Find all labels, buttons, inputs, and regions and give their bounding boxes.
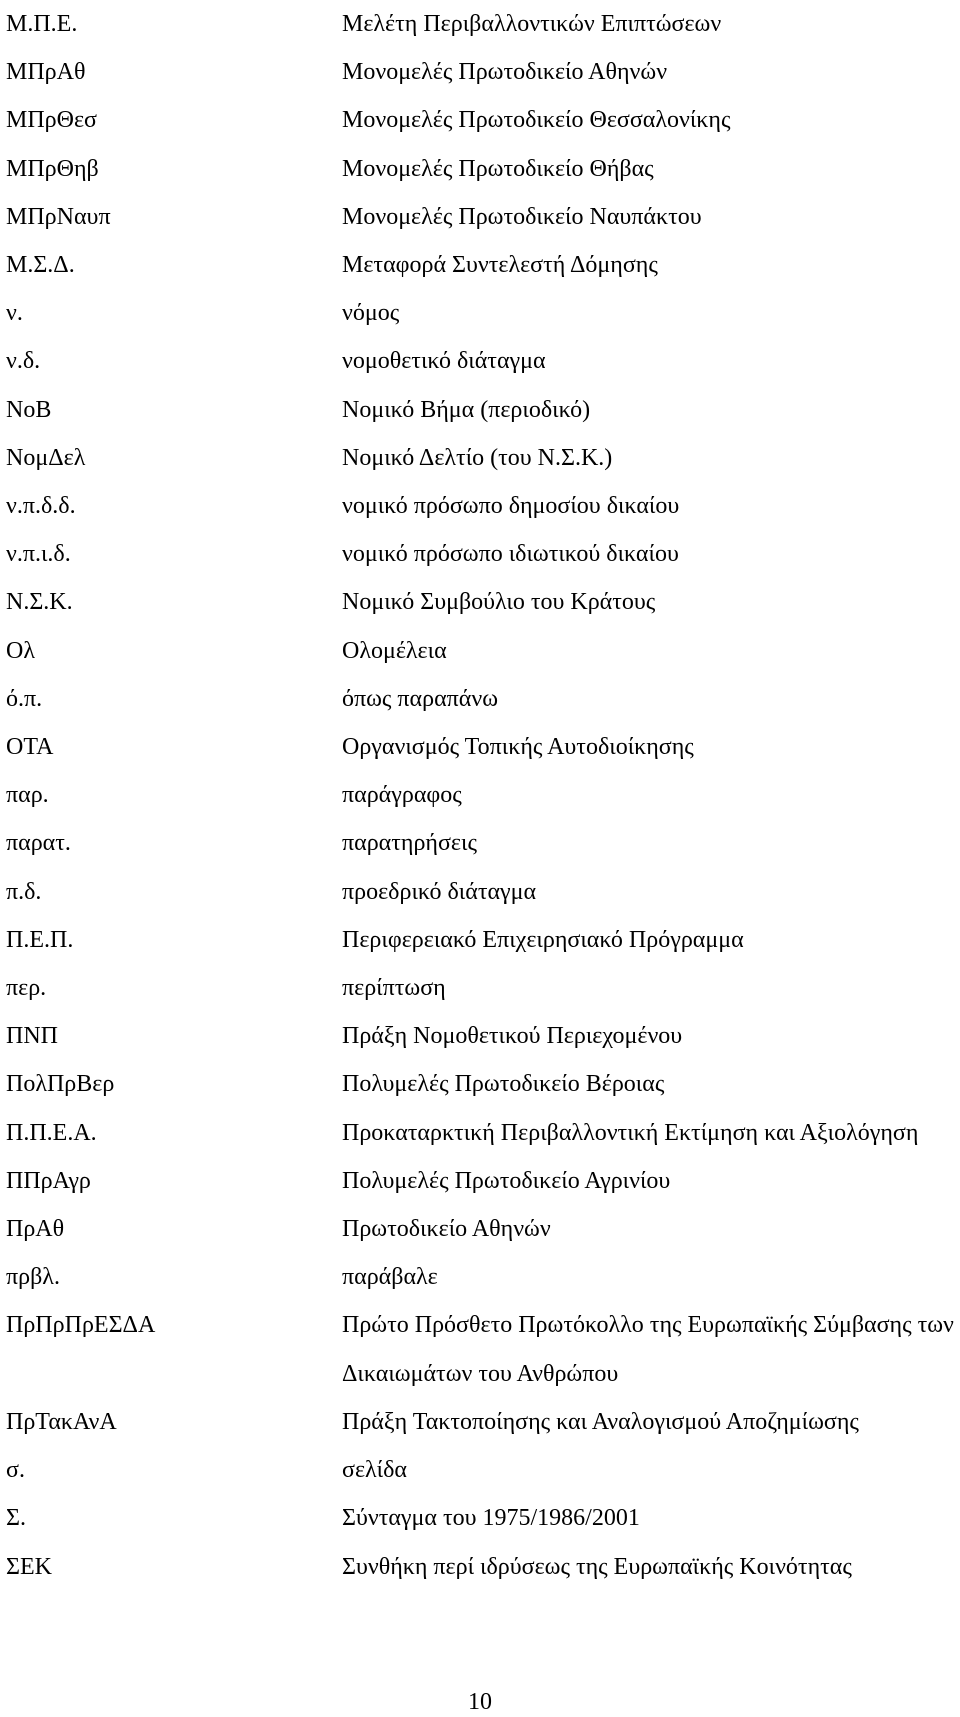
abbreviation-meaning: νομικό πρόσωπο δημοσίου δικαίου (342, 493, 680, 520)
abbreviation-meaning: Πρώτο Πρόσθετο Πρωτόκολλο της Ευρωπαϊκής Σύμβασης των Δικαιωμάτων του Ανθρώπου (342, 1312, 954, 1387)
abbreviation-meaning: προεδρικό διάταγμα (342, 878, 537, 905)
abbreviation-entry (6, 1060, 956, 1108)
abbreviation-entry (6, 1398, 956, 1446)
abbreviation-meaning: Πράξη Νομοθετικού Περιεχομένου (342, 1023, 683, 1050)
abbreviation-term: ΣΕΚ (6, 1553, 52, 1580)
abbreviation-entry (6, 1253, 956, 1301)
abbreviation-term: σ. (6, 1457, 25, 1484)
abbreviation-term: παρατ. (6, 830, 71, 857)
page-number: 10 (468, 1689, 492, 1715)
abbreviation-meaning: Νομικό Δελτίο (του Ν.Σ.Κ.) (342, 444, 613, 471)
abbreviation-term: ν. (6, 300, 23, 327)
abbreviation-meaning: Οργανισμός Τοπικής Αυτοδιοίκησης (342, 734, 694, 761)
abbreviation-entry (6, 819, 956, 867)
abbreviation-term: Π.Ε.Π. (6, 926, 74, 953)
abbreviation-term: Μ.Π.Ε. (6, 11, 78, 37)
abbreviation-meaning: Μονομελές Πρωτοδικείο Ναυπάκτου (342, 203, 702, 230)
abbreviation-term: ΠρΤακΑνΑ (6, 1408, 117, 1435)
abbreviation-term: Σ. (6, 1505, 26, 1532)
abbreviation-meaning: νόμος (342, 300, 400, 327)
abbreviation-meaning: όπως παραπάνω (342, 685, 498, 712)
abbreviation-entry (6, 337, 956, 385)
abbreviation-term: ΜΠρΝαυπ (6, 203, 111, 230)
abbreviation-meaning: Ολομέλεια (342, 637, 447, 664)
abbreviation-entry (6, 1446, 956, 1494)
abbreviation-term: ν.π.δ.δ. (6, 493, 76, 520)
abbreviation-entry (6, 868, 956, 916)
abbreviation-term: παρ. (6, 782, 49, 809)
abbreviation-meaning: Προκαταρκτική Περιβαλλοντική Εκτίμηση και Αξιολόγηση (342, 1119, 919, 1146)
abbreviation-meaning: νομικό πρόσωπο ιδιωτικού δικαίου (342, 541, 679, 568)
abbreviation-entry (6, 96, 956, 144)
abbreviation-meaning: Μονομελές Πρωτοδικείο Θεσσαλονίκης (342, 107, 731, 134)
abbreviation-term: ΝομΔελ (6, 444, 86, 471)
abbreviation-meaning: Μονομελές Πρωτοδικείο Αθηνών (342, 59, 668, 86)
abbreviation-term: Μ.Σ.Δ. (6, 252, 75, 279)
abbreviation-term: Ολ (6, 637, 35, 664)
abbreviation-term: ΝοΒ (6, 396, 52, 423)
abbreviation-entry (6, 434, 956, 482)
abbreviation-meaning: Μεταφορά Συντελεστή Δόμησης (342, 252, 658, 279)
abbreviation-meaning: Πολυμελές Πρωτοδικείο Αγρινίου (342, 1167, 671, 1194)
abbreviation-meaning: Νομικό Βήμα (περιοδικό) (342, 396, 591, 423)
abbreviation-entry (6, 1543, 956, 1591)
abbreviation-term: περ. (6, 975, 47, 1002)
abbreviation-meaning: νομοθετικό διάταγμα (342, 348, 546, 375)
abbreviation-entry (6, 1012, 956, 1060)
abbreviation-term: ΠρΠρΠρΕΣΔΑ (6, 1312, 156, 1339)
abbreviation-entry (6, 771, 956, 819)
abbreviation-entry (6, 530, 956, 578)
abbreviation-term: π.δ. (6, 878, 42, 905)
abbreviation-meaning: περίπτωση (342, 975, 446, 1002)
abbreviation-entry (6, 627, 956, 675)
abbreviation-meaning: Μελέτη Περιβαλλοντικών Επιπτώσεων (342, 11, 722, 37)
abbreviation-entry (6, 1157, 956, 1205)
abbreviation-entry (6, 1109, 956, 1157)
abbreviation-entry (6, 289, 956, 337)
abbreviation-term: ΠρΑθ (6, 1216, 65, 1243)
abbreviation-entry (6, 723, 956, 771)
abbreviation-entry (6, 964, 956, 1012)
abbreviation-term: ΠΠρΑγρ (6, 1167, 91, 1194)
abbreviation-entry (6, 675, 956, 723)
abbreviation-term: ν.π.ι.δ. (6, 541, 71, 568)
abbreviation-meaning: σελίδα (342, 1457, 407, 1484)
abbreviation-term: Ν.Σ.Κ. (6, 589, 73, 616)
abbreviation-term: Π.Π.Ε.Α. (6, 1119, 97, 1146)
abbreviation-term: ΠολΠρΒερ (6, 1071, 115, 1098)
abbreviation-entry (6, 386, 956, 434)
abbreviation-meaning: παράβαλε (342, 1264, 438, 1291)
abbreviation-entry (6, 241, 956, 289)
abbreviation-term: ΜΠρΘεσ (6, 107, 97, 134)
abbreviation-meaning: Πολυμελές Πρωτοδικείο Βέροιας (342, 1071, 665, 1098)
abbreviation-meaning: Σύνταγμα του 1975/1986/2001 (342, 1505, 640, 1532)
abbreviation-entry (6, 1301, 956, 1397)
abbreviation-entry (6, 0, 956, 48)
abbreviation-term: ΟΤΑ (6, 734, 54, 761)
abbreviation-meaning: Μονομελές Πρωτοδικείο Θήβας (342, 155, 654, 182)
abbreviation-meaning: Περιφερειακό Επιχειρησιακό Πρόγραμμα (342, 926, 744, 953)
abbreviation-term: ό.π. (6, 685, 43, 712)
abbreviation-entry (6, 193, 956, 241)
abbreviation-entry (6, 1494, 956, 1542)
abbreviation-meaning: Πράξη Τακτοποίησης και Αναλογισμού Αποζημίωσης (342, 1408, 859, 1435)
abbreviation-term: πρβλ. (6, 1264, 60, 1291)
abbreviation-entry (6, 145, 956, 193)
abbreviation-entry (6, 578, 956, 626)
abbreviation-entry (6, 482, 956, 530)
abbreviation-entry (6, 48, 956, 96)
abbreviation-meaning: Συνθήκη περί ιδρύσεως της Ευρωπαϊκής Κοινότητας (342, 1553, 852, 1580)
abbreviation-meaning: παράγραφος (342, 782, 462, 809)
abbreviation-entry (6, 916, 956, 964)
abbreviation-term: ΠΝΠ (6, 1023, 58, 1050)
abbreviation-entry (6, 1205, 956, 1253)
abbreviation-term: ΜΠρΘηβ (6, 155, 99, 182)
abbreviation-term: ν.δ. (6, 348, 41, 375)
abbreviation-meaning: παρατηρήσεις (342, 830, 477, 857)
abbreviation-list (6, 0, 956, 1591)
abbreviation-term: ΜΠρΑθ (6, 59, 86, 86)
abbreviation-meaning: Πρωτοδικείο Αθηνών (342, 1216, 551, 1243)
abbreviation-meaning: Νομικό Συμβούλιο του Κράτους (342, 589, 656, 616)
